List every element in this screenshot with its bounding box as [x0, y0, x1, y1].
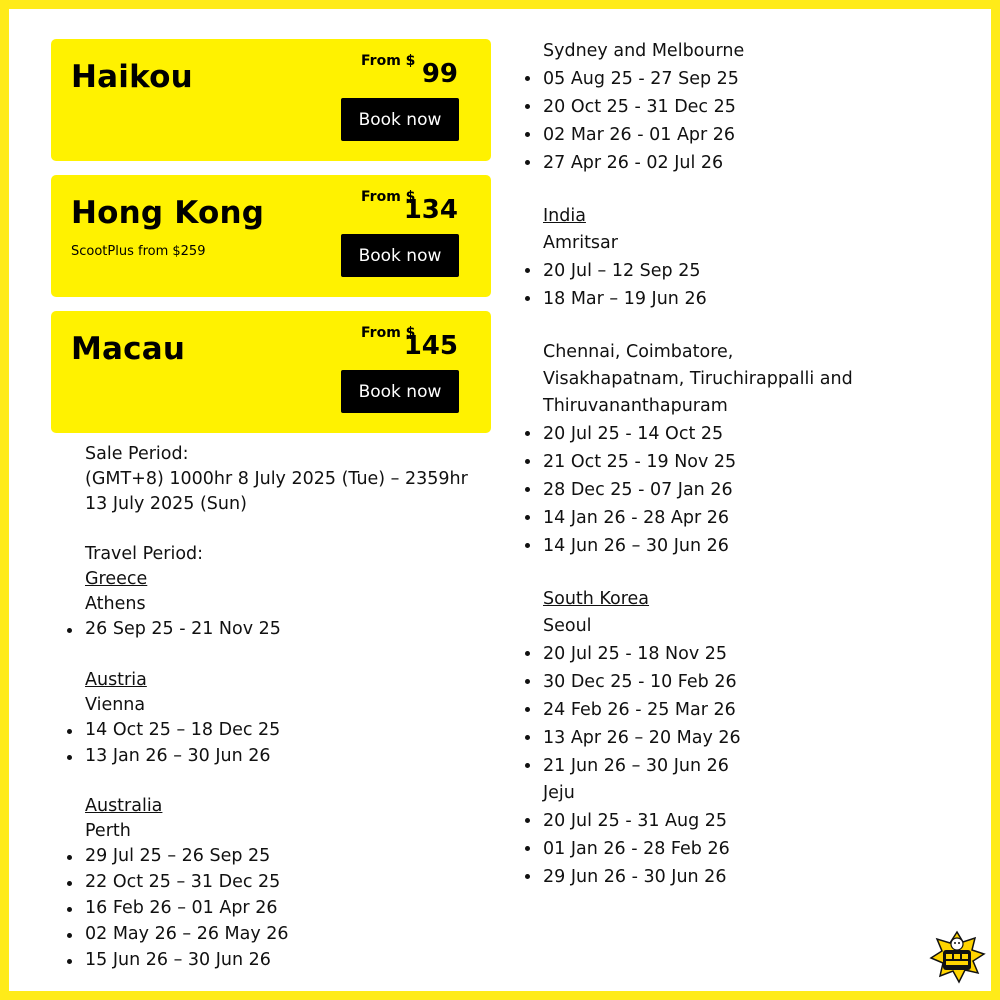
card-from-label: From $ — [361, 53, 416, 69]
book-now-button[interactable]: Book now — [341, 370, 459, 413]
card-price: 99 — [421, 59, 458, 89]
sale-period-text: (GMT+8) 1000hr 8 July 2025 (Tue) – 2359hr 13 July 2025 (Sun) — [85, 469, 468, 514]
card-city: Haikou — [71, 59, 193, 95]
date-range-item: 01 Jan 26 - 28 Feb 26 — [543, 835, 943, 863]
book-now-button[interactable]: Book now — [341, 234, 459, 277]
date-range-item: 13 Jan 26 – 30 Jun 26 — [85, 744, 480, 770]
city-label-vienna: Vienna — [85, 694, 146, 715]
country-heading-australia: Australia — [85, 796, 163, 817]
date-range-item: 27 Apr 26 - 02 Jul 26 — [543, 149, 943, 177]
city-label-jeju: Jeju — [543, 783, 575, 803]
city-label-chennai-group-line-3: Thiruvananthapuram — [543, 396, 728, 416]
date-list-amritsar — [543, 257, 943, 313]
date-list-chennai-group — [543, 420, 943, 560]
card-price: 145 — [403, 331, 458, 361]
date-range-item: 20 Jul 25 - 31 Aug 25 — [543, 807, 943, 835]
card-from-label: From $ — [361, 189, 416, 205]
fare-card-haikou — [51, 39, 491, 161]
terms-right-column — [543, 38, 943, 891]
fare-card-macau — [51, 311, 491, 433]
date-range-item: 21 Jun 26 – 30 Jun 26 — [543, 752, 943, 780]
fare-card-hong-kong — [51, 175, 491, 297]
card-city: Macau — [71, 331, 186, 367]
card-from-label: From $ — [361, 325, 416, 341]
card-city: Hong Kong — [71, 195, 265, 231]
mascot-logo-icon — [928, 930, 986, 984]
city-label-athens: Athens — [85, 594, 146, 614]
date-list-perth — [85, 844, 480, 973]
date-range-item: 18 Mar – 19 Jun 26 — [543, 285, 943, 313]
date-range-item: 30 Dec 25 - 10 Feb 26 — [543, 668, 943, 696]
country-heading-india: India — [543, 206, 586, 226]
date-range-item: 13 Apr 26 – 20 May 26 — [543, 724, 943, 752]
date-range-item: 29 Jul 25 – 26 Sep 25 — [85, 844, 480, 870]
date-list-seoul — [543, 640, 943, 780]
date-range-item: 02 Mar 26 - 01 Apr 26 — [543, 121, 943, 149]
date-range-item: 16 Feb 26 – 01 Apr 26 — [85, 896, 480, 922]
date-range-item: 02 May 26 – 26 May 26 — [85, 922, 480, 948]
date-range-item: 26 Sep 25 - 21 Nov 25 — [85, 617, 480, 643]
city-label-seoul: Seoul — [543, 616, 592, 636]
city-label-perth: Perth — [85, 821, 131, 842]
date-list-athens — [85, 617, 480, 643]
book-now-button[interactable]: Book now — [341, 98, 459, 141]
date-range-item: 24 Feb 26 - 25 Mar 26 — [543, 696, 943, 724]
date-range-item: 21 Oct 25 - 19 Nov 25 — [543, 448, 943, 476]
date-range-item: 14 Jan 26 - 28 Apr 26 — [543, 504, 943, 532]
country-heading-south-korea: South Korea — [543, 589, 650, 609]
city-label-chennai-group-line-2: Visakhapatnam, Tiruchirappalli and — [543, 369, 853, 389]
date-list-vienna — [85, 718, 480, 770]
date-range-item: 20 Jul 25 - 18 Nov 25 — [543, 640, 943, 668]
country-heading-austria: Austria — [85, 669, 147, 690]
date-range-item: 14 Oct 25 – 18 Dec 25 — [85, 718, 480, 744]
date-range-item: 20 Jul 25 - 14 Oct 25 — [543, 420, 943, 448]
city-label-sydney-melbourne: Sydney and Melbourne — [543, 41, 745, 61]
terms-left-column — [85, 442, 480, 973]
date-list-sydney-melbourne — [543, 65, 943, 177]
date-range-item: 22 Oct 25 – 31 Dec 25 — [85, 870, 480, 896]
date-range-item: 28 Dec 25 - 07 Jan 26 — [543, 476, 943, 504]
date-list-jeju — [543, 807, 943, 891]
sale-period-label: Sale Period: — [85, 444, 189, 464]
date-range-item: 15 Jun 26 – 30 Jun 26 — [85, 948, 480, 974]
date-range-item: 20 Oct 25 - 31 Dec 25 — [543, 93, 943, 121]
date-range-item: 29 Jun 26 - 30 Jun 26 — [543, 863, 943, 891]
city-label-chennai-group-line-1: Chennai, Coimbatore, — [543, 342, 734, 362]
card-price: 134 — [403, 195, 458, 225]
city-label-amritsar: Amritsar — [543, 233, 618, 253]
date-range-item: 05 Aug 25 - 27 Sep 25 — [543, 65, 943, 93]
date-range-item: 14 Jun 26 – 30 Jun 26 — [543, 532, 943, 560]
card-scootplus-note: ScootPlus from $259 — [71, 244, 206, 259]
travel-period-label: Travel Period: — [85, 544, 204, 564]
date-range-item: 20 Jul – 12 Sep 25 — [543, 257, 943, 285]
country-heading-greece: Greece — [85, 569, 148, 589]
